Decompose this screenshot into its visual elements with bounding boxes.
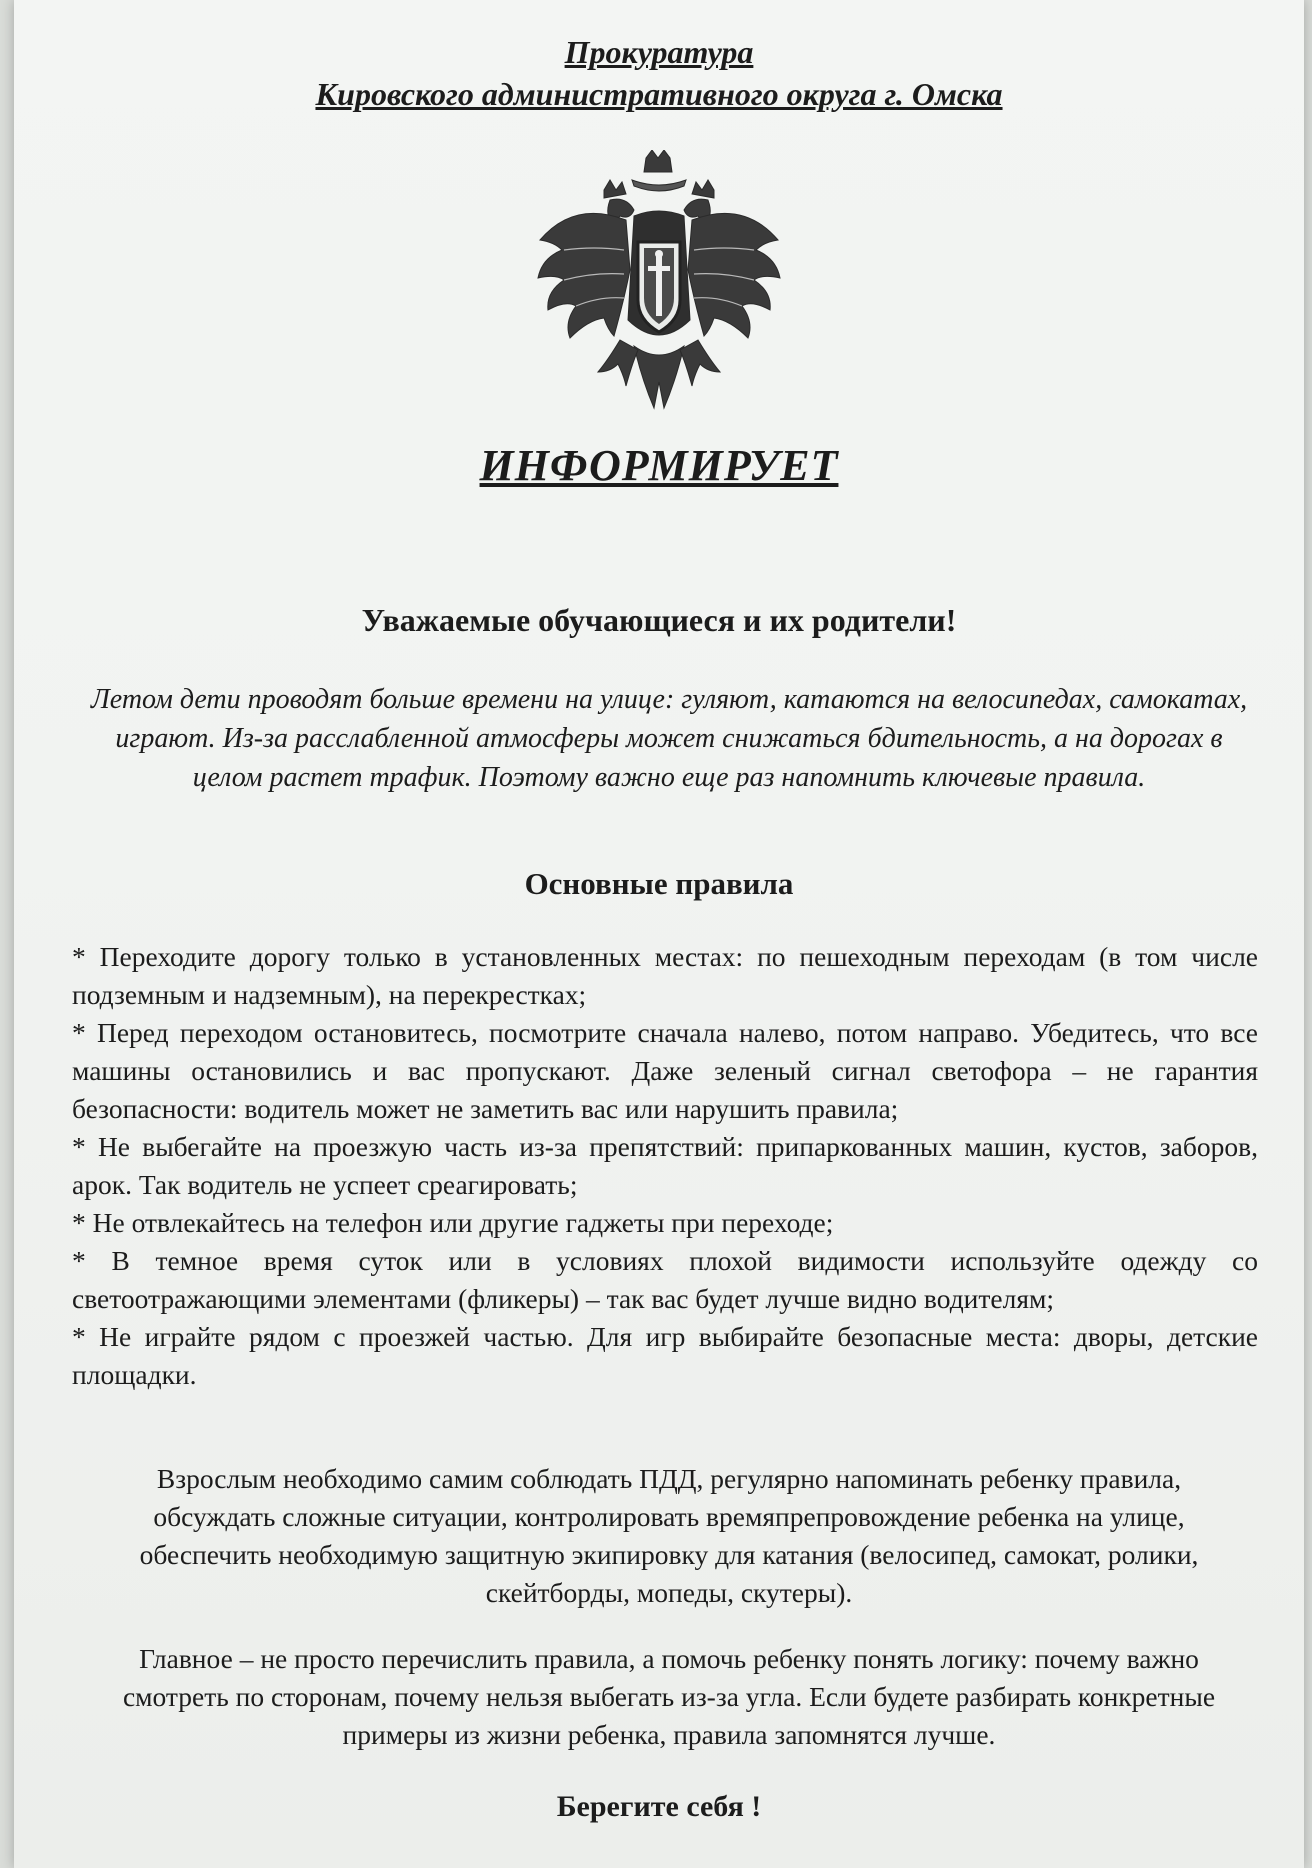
- rules-heading: Основные правила: [524, 866, 794, 901]
- rules-list: [72, 938, 1258, 1394]
- rule-item: * В темное время суток или в условиях плохой видимости используйте одежду со светоотражающими элементами (фликеры) – так вас будет лучше видно водителям;: [72, 1245, 1258, 1314]
- document-page: [14, 0, 1304, 1868]
- page-title: ИНФОРМИРУЕТ: [479, 441, 839, 490]
- intro-paragraph: Летом дети проводят больше времени на улице: гуляют, катаются на велосипедах, самокатах, играют. Из-за расслабленной атмосферы может снижаться бдительность, а на дорогах в целом растет трафик. Поэтому важно еще раз напомнить ключевые правила.: [90, 684, 1248, 793]
- adults-paragraph: Взрослым необходимо самим соблюдать ПДД, регулярно напоминать ребенку правила, обсуждать сложные ситуации, контролировать времяпрепровождение ребенка на улице, обеспечить необходимую защитную экипировку для катания (велосипед, самокат, ролики, скейтборды, мопеды, скутеры).: [139, 1463, 1199, 1608]
- rule-item: * Не играйте рядом с проезжей частью. Для игр выбирайте безопасные места: дворы, детские площадки.: [72, 1321, 1258, 1390]
- main-paragraph: Главное – не просто перечислить правила, а помочь ребенку понять логику: почему важно смотреть по сторонам, почему нельзя выбегать из-за угла. Если будете разбирать конкретные примеры из жизни ребенка, правила запомнятся лучше.: [122, 1643, 1216, 1750]
- closing-line: Берегите себя !: [556, 1790, 762, 1823]
- greeting-heading: Уважаемые обучающиеся и их родители!: [361, 602, 957, 638]
- rule-item: * Перед переходом остановитесь, посмотрите сначала налево, потом направо. Убедитесь, что все машины остановились и вас пропускают. Даже зеленый сигнал светофора – не гарантия безопасности: водитель может не заметить вас или нарушить правила;: [72, 1017, 1258, 1124]
- rule-item: * Переходите дорогу только в установленных местах: по пешеходным переходам (в том числе подземным и надземным), на перекрестках;: [72, 941, 1258, 1010]
- header-organization: Прокуратура: [564, 34, 754, 70]
- rule-item: * Не отвлекайтесь на телефон или другие гаджеты при переходе;: [72, 1207, 834, 1238]
- prosecutor-emblem-icon: [534, 150, 784, 410]
- header-district: Кировского административного округа г. Омска: [315, 76, 1003, 112]
- rule-item: * Не выбегайте на проезжую часть из-за препятствий: припаркованных машин, кустов, заборов, арок. Так водитель не успеет среагировать;: [72, 1131, 1258, 1200]
